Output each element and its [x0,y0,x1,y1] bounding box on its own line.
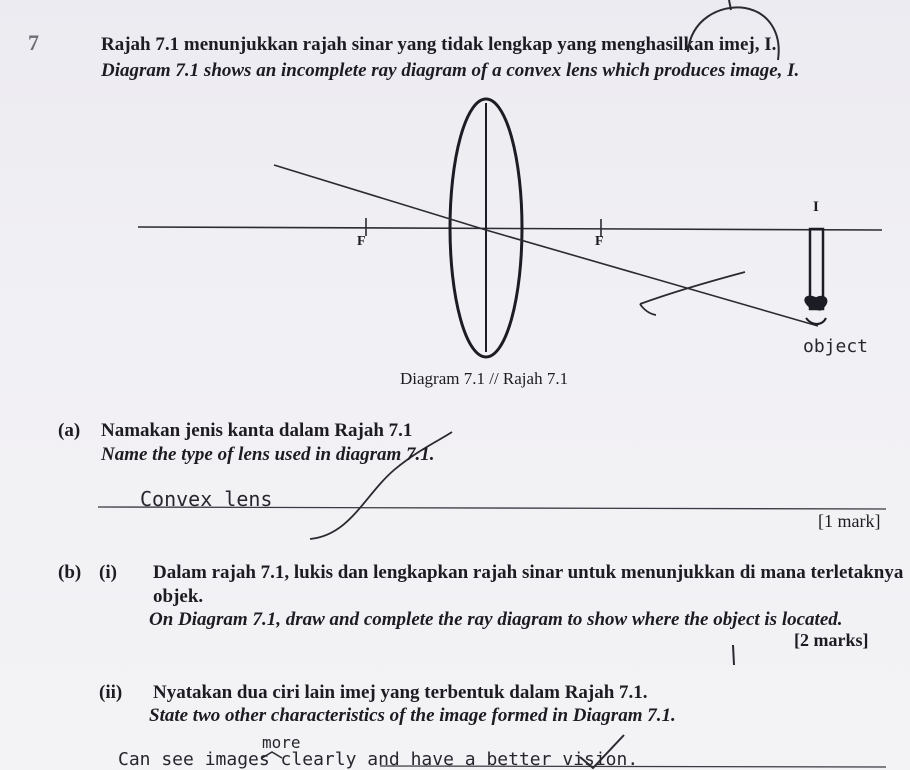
part-b-i-label: (i) [99,562,117,583]
principal-axis [138,227,882,230]
pen-scribble-top [688,7,779,60]
handwritten-object-label: object [803,336,869,357]
diagram-caption: Diagram 7.1 // Rajah 7.1 [400,369,569,388]
focal-label-left: F [357,234,366,249]
question-number: 7 [28,30,39,55]
part-b-ii-label: (ii) [99,682,123,703]
pen-mark [733,645,734,665]
refracted-ray [486,230,818,326]
part-b-i-english: On Diagram 7.1, draw and complete the ray diagram to show where the object is located. [149,609,843,630]
part-b-i-marks: [2 marks] [794,630,869,650]
part-b-i-malay-line1: Dalam rajah 7.1, lukis dan lengkapkan rajah sinar untuk menunjukkan di mana terletaknya [153,562,904,583]
question-intro-malay: Rajah 7.1 menunjukkan rajah sinar yang tidak lengkap yang menghasilkan imej, I. [101,34,777,55]
image-label: I [813,199,819,215]
part-b-ii-malay: Nyatakan dua ciri lain imej yang terbentuk dalam Rajah 7.1. [153,682,648,703]
focal-label-right: F [595,234,604,249]
part-a-malay: Namakan jenis kanta dalam Rajah 7.1 [101,420,413,441]
part-b-ii-english: State two other characteristics of the image formed in Diagram 7.1. [149,705,676,726]
part-a-marks: [1 mark] [818,511,881,531]
part-a-label: (a) [58,420,81,441]
part-b-i-malay-line2: objek. [153,586,204,607]
part-b-ii-answer: Can see images clearly and have a better vision. [118,749,639,770]
image-arrow-head [805,296,827,310]
part-b-label: (b) [58,562,82,583]
handwritten-ray [640,272,745,304]
question-intro-english: Diagram 7.1 shows an incomplete ray diagram of a convex lens which produces image, I. [101,60,800,81]
part-a-english: Name the type of lens used in diagram 7.1. [101,444,435,465]
part-a-answer: Convex lens [140,487,273,511]
part-b-ii-answer-insert: more [262,733,301,752]
handwritten-ray-hook [640,304,656,315]
